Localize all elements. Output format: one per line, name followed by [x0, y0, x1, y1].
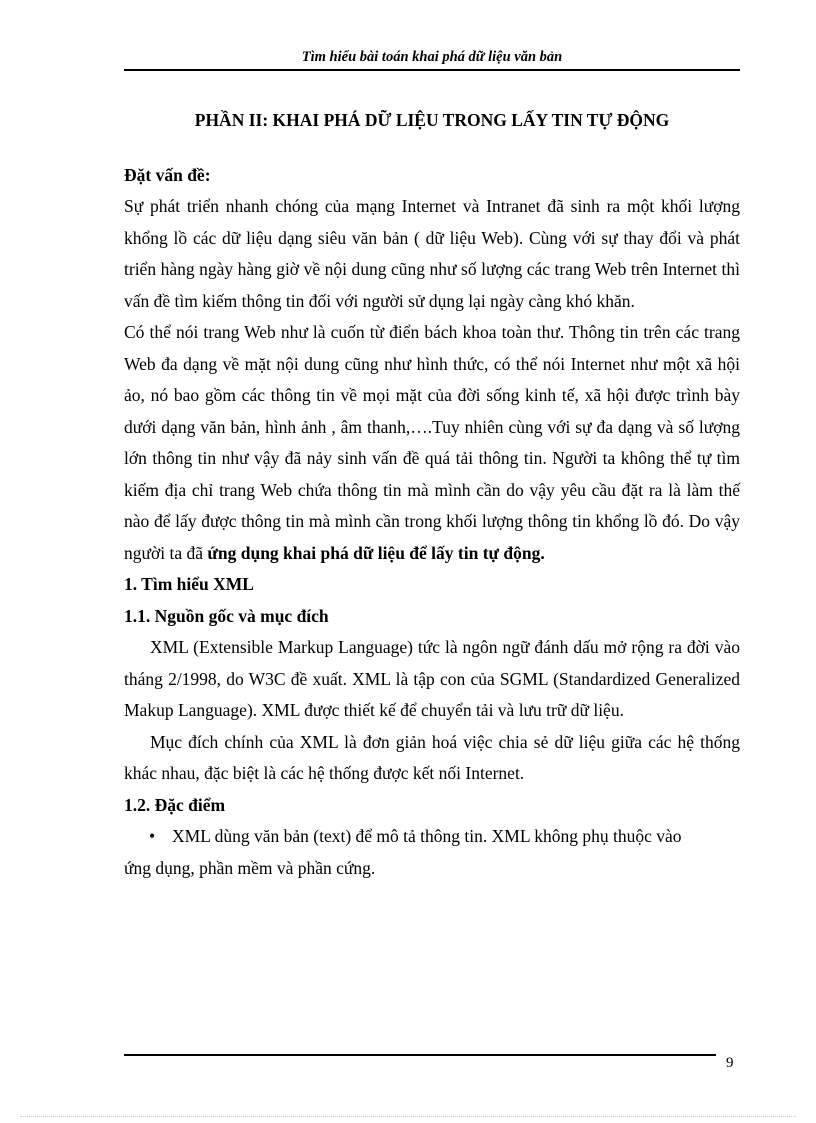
running-header: Tìm hiểu bài toán khai phá dữ liệu văn bản	[301, 49, 563, 65]
section-1-heading: 1. Tìm hiểu XML	[124, 574, 254, 594]
intro-paragraph-2-text: Có thể nói trang Web như là cuốn từ điển bách khoa toàn thư. Thông tin trên các trang Web đa dạng về mặt nội dung cũng như hình thức, có thể nói Internet như một xã hội ảo, nó bao gồm các thông tin về mọi mặt của đời sống kinh tế, xã hội được trình bày dưới dạng văn bản, hình ảnh , âm thanh,….Tuy nhiên cùng với sự đa dạng và số lượng lớn thông tin như vậy đã nảy sinh vấn đề quá tải thông tin. Người ta không thể tự tìm kiếm địa chỉ trang Web chứa thông tin mà mình cần do vậy yêu cầu đặt ra là làm thế nào để lấy được thông tin mà mình cần trong khối lượng thông tin khổng lồ đó. Do vậy người ta đã	[124, 322, 740, 563]
section-1-2-heading: 1.2. Đặc điểm	[124, 794, 226, 815]
part-title: PHẦN II: KHAI PHÁ DỮ LIỆU TRONG LẤY TIN TỰ ĐỘNG	[194, 110, 670, 130]
bullet-icon: •	[149, 826, 156, 846]
header-rule	[124, 69, 740, 71]
section-1-1-heading: 1.1. Nguồn gốc và mục đích	[124, 605, 329, 626]
page-content	[124, 105, 740, 884]
page-edge	[20, 1116, 796, 1117]
intro-heading: Đặt vấn đề:	[124, 164, 211, 185]
footer-rule	[124, 1054, 716, 1056]
page-number: 9	[726, 1055, 734, 1071]
bullet-item	[124, 821, 740, 853]
bullet-item-continuation: ứng dụng, phần mềm và phần cứng.	[124, 857, 376, 878]
intro-paragraph-1: Sự phát triển nhanh chóng của mạng Internet và Intranet đã sinh ra một khối lượng khổng lồ các dữ liệu dạng siêu văn bản ( dữ liệu Web). Cùng với sự thay đổi và phát triển hàng ngày hàng giờ về nội dung cũng như số lượng các trang Web trên Internet thì vấn đề tìm kiếm thông tin đối với người sử dụng lại ngày càng khó khăn.	[124, 196, 740, 311]
intro-paragraph-2-bold: ứng dụng khai phá dữ liệu để lấy tin tự động.	[207, 542, 545, 563]
section-1-1-paragraph-2: Mục đích chính của XML là đơn giản hoá việc chia sẻ dữ liệu giữa các hệ thống khác nhau, đặc biệt là các hệ thống được kết nối Internet.	[124, 731, 740, 783]
intro-paragraph-2	[124, 317, 740, 569]
bullet-item-text: XML dùng văn bản (text) để mô tả thông tin. XML không phụ thuộc vào	[172, 826, 682, 846]
section-1-1-paragraph-1: XML (Extensible Markup Language) tức là ngôn ngữ đánh dấu mở rộng ra đời vào tháng 2/1998, do W3C đề xuất. XML là tập con của SGML (Standardized Generalized Makup Language). XML được thiết kế để chuyển tải và lưu trữ dữ liệu.	[124, 637, 740, 720]
